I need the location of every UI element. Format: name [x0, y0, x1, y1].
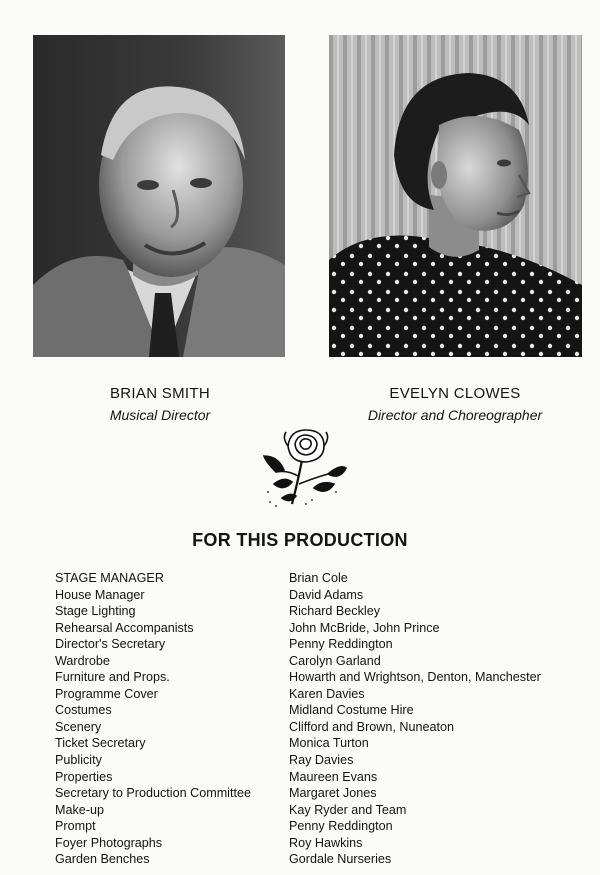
credit-role: STAGE MANAGER	[55, 571, 164, 585]
credit-person: Karen Davies	[289, 686, 365, 701]
credit-person: Midland Costume Hire	[289, 703, 414, 718]
credits-people-column	[289, 570, 579, 868]
credit-role: Rehearsal Accompanists	[55, 620, 194, 635]
credit-person: Maureen Evans	[289, 769, 378, 784]
credit-role: Ticket Secretary	[55, 736, 146, 751]
credit-role: Furniture and Props.	[55, 670, 170, 685]
credit-person: Penny Reddington	[289, 637, 393, 652]
credit-role: House Manager	[55, 587, 145, 602]
credit-person: Monica Turton	[289, 736, 369, 751]
person-name: BRIAN SMITH	[110, 385, 210, 402]
credit-person: Penny Reddington	[289, 819, 393, 834]
credit-person: David Adams	[289, 587, 364, 602]
rose-ornament-icon	[262, 426, 348, 510]
credit-role: Properties	[55, 769, 113, 784]
credit-role: Prompt	[55, 819, 96, 834]
credit-role: Secretary to Production Committee	[55, 786, 251, 801]
credit-role: Make-up	[55, 802, 104, 817]
credit-person: Richard Beckley	[289, 604, 380, 619]
credit-person: Carolyn Garland	[289, 653, 381, 668]
credit-role: Programme Cover	[55, 686, 158, 701]
person-role: Director and Choreographer	[367, 407, 543, 423]
credit-person: Howarth and Wrightson, Denton, Manchester	[289, 670, 541, 685]
credit-role: Director's Secretary	[55, 637, 166, 652]
credit-role: Garden Benches	[55, 852, 150, 867]
credit-role: Costumes	[55, 703, 112, 718]
credit-person: Roy Hawkins	[289, 835, 363, 850]
credit-role: Publicity	[55, 753, 102, 768]
credit-person: Gordale Nurseries	[289, 852, 392, 867]
credits-roles-column	[55, 570, 285, 868]
credit-role: Foyer Photographs	[55, 835, 163, 850]
credit-person: Kay Ryder and Team	[289, 802, 407, 817]
credit-person: John McBride, John Prince	[289, 620, 440, 635]
production-heading: FOR THIS PRODUCTION	[192, 530, 408, 550]
credit-person: Clifford and Brown, Nuneaton	[289, 719, 454, 734]
caption-evelyn-clowes	[345, 385, 565, 423]
credit-role: Stage Lighting	[55, 604, 136, 619]
credit-role: Wardrobe	[55, 653, 110, 668]
credit-person: Ray Davies	[289, 753, 354, 768]
credit-person: Margaret Jones	[289, 786, 377, 801]
credit-role: Scenery	[55, 719, 102, 734]
caption-brian-smith	[60, 385, 260, 423]
person-name: EVELYN CLOWES	[389, 385, 521, 402]
credit-person: Brian Cole	[289, 571, 348, 585]
person-role: Musical Director	[109, 407, 211, 423]
portrait-photo-brian-smith	[33, 35, 285, 357]
portrait-photo-evelyn-clowes	[329, 35, 582, 357]
